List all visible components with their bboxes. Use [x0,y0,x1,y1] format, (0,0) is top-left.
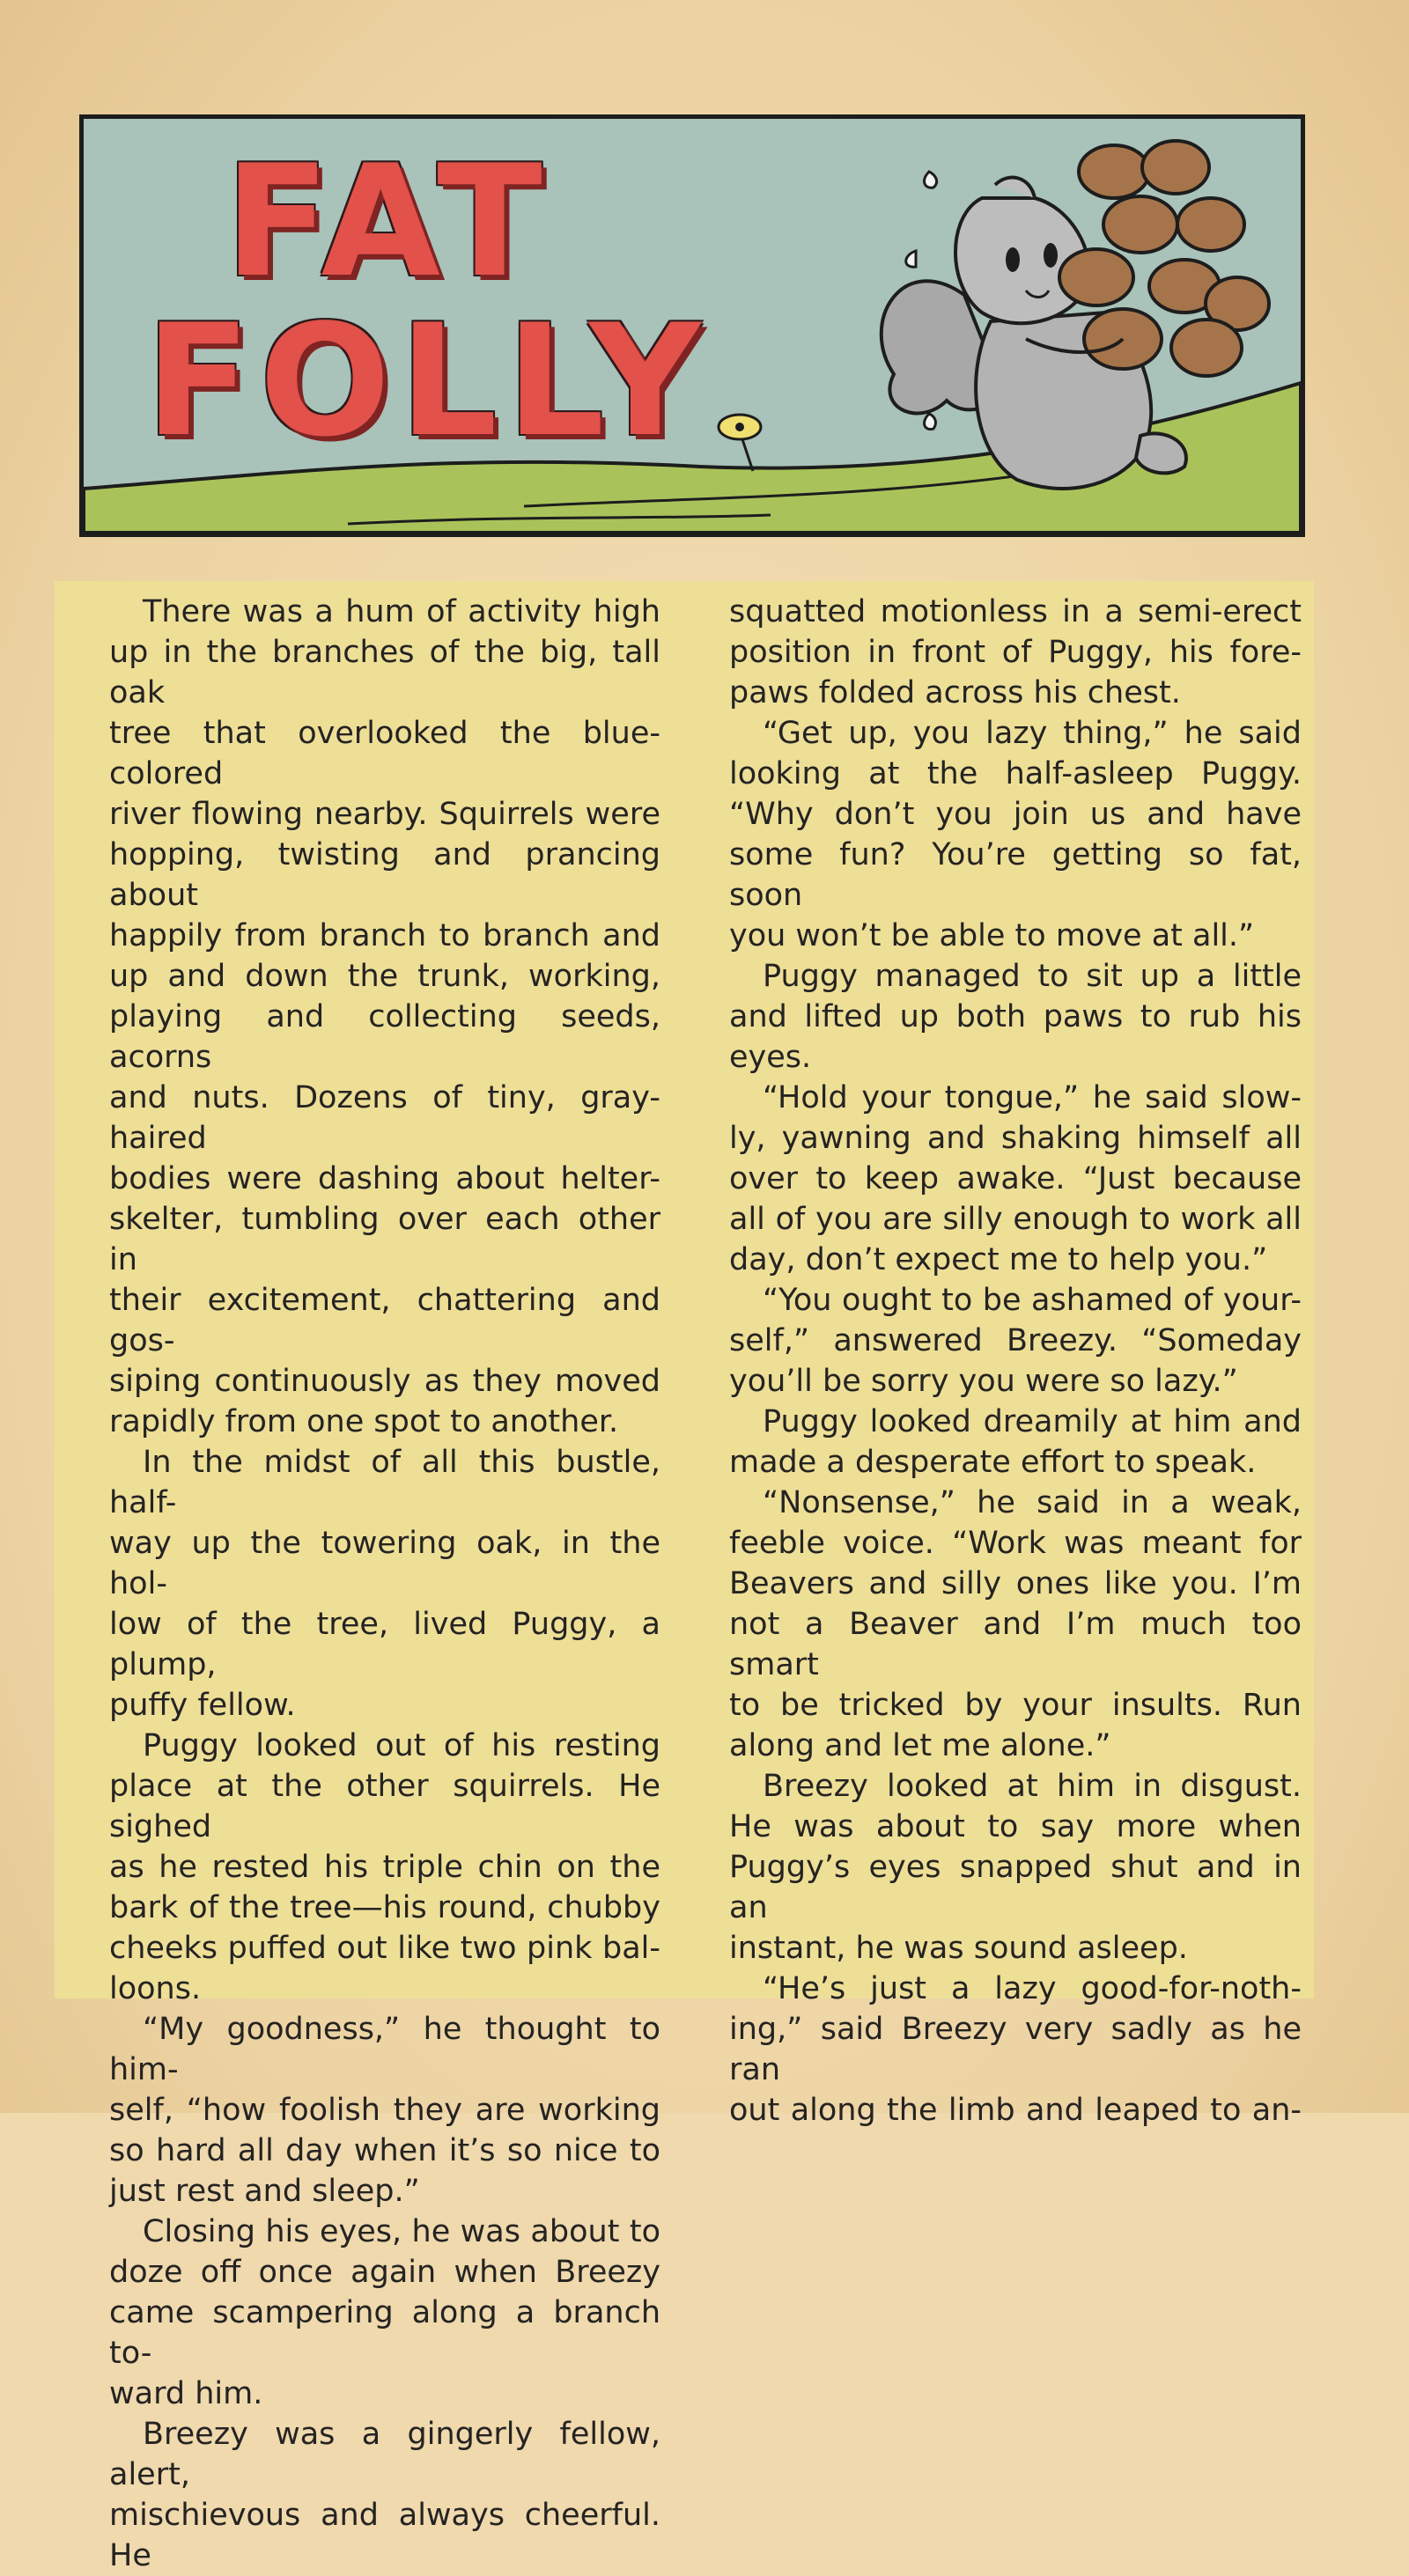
text-line: you’ll be sorry you were so lazy.” [729,1364,1238,1399]
text-line: and lifted up both paws to rub his [729,999,1302,1034]
text-line: feeble voice. “Work was meant for [729,1526,1302,1561]
text-line: all of you are silly enough to work all [729,1202,1302,1237]
text-line: just rest and sleep.” [109,2174,420,2209]
text-line: Breezy was a gingerly fellow, alert, [109,2417,660,2492]
text-line: Puggy looked out of his resting [143,1728,660,1763]
text-line: out along the limb and leaped to an- [729,2093,1302,2128]
text-line: Beavers and silly ones like you. I’m [729,1566,1302,1601]
text-line: ward him. [109,2376,263,2411]
text-line: looking at the half-asleep Puggy. [729,756,1302,791]
title-word-fat: FAT [225,133,551,312]
text-line: Puggy managed to sit up a little [763,959,1302,994]
text-line: self,” answered Breezy. “Someday [729,1323,1302,1358]
story-title [145,133,815,471]
text-line: tree that overlooked the blue-colored [109,716,660,791]
text-line: “My goodness,” he thought to him- [109,2012,660,2087]
text-line: ing,” said Breezy very sadly as he ran [729,2012,1302,2087]
text-line: In the midst of all this bustle, half- [109,1445,660,1520]
text-line: to be tricked by your insults. Run [729,1688,1302,1723]
text-line: some fun? You’re getting so fat, soon [729,837,1302,913]
text-line: puffy fellow. [109,1688,296,1723]
text-line: loons. [109,1971,202,2006]
text-line: position in front of Puggy, his fore- [729,635,1302,670]
text-line: “Get up, you lazy thing,” he said [763,716,1302,751]
text-line: playing and collecting seeds, acorns [109,999,660,1075]
text-line: you won’t be able to move at all.” [729,918,1255,953]
text-line: instant, he was sound asleep. [729,1931,1188,1966]
text-line: There was a hum of activity high [143,594,660,629]
text-line: cheeks puffed out like two pink bal- [109,1931,660,1966]
text-line: paws folded across his chest. [729,675,1181,710]
text-line: over to keep awake. “Just because [729,1161,1302,1196]
text-line: made a desperate effort to speak. [729,1445,1257,1480]
text-line: ly, yawning and shaking himself all [729,1121,1302,1156]
text-line: skelter, tumbling over each other in [109,1202,660,1277]
text-line: river flowing nearby. Squirrels were [109,797,660,832]
text-line: day, don’t expect me to help you.” [729,1242,1268,1277]
text-line: rapidly from one spot to another. [109,1404,619,1439]
text-line: “You ought to be ashamed of your- [763,1283,1302,1318]
text-line: Breezy looked at him in disgust. [763,1769,1302,1804]
text-line: mischievous and always cheerful. He [109,2498,660,2573]
text-line: came scampering along a branch to- [109,2295,660,2371]
text-line: happily from branch to branch and [109,918,660,953]
text-line: and nuts. Dozens of tiny, gray-haired [109,1080,660,1156]
text-line: along and let me alone.” [729,1728,1111,1763]
title-panel [79,114,1305,537]
text-line: way up the towering oak, in the hol- [109,1526,660,1601]
text-line: doze off once again when Breezy [109,2255,660,2290]
text-line: up in the branches of the big, tall oak [109,635,660,710]
text-line: not a Beaver and I’m much too smart [729,1607,1302,1682]
text-line: “Why don’t you join us and have [729,797,1302,832]
text-line: siping continuously as they moved [109,1364,660,1399]
text-line: squatted motionless in a semi-erect [729,594,1302,629]
text-line: eyes. [729,1040,812,1075]
text-line: up and down the trunk, working, [109,959,660,994]
title-word-folly: FOLLY [145,292,710,471]
text-line: Closing his eyes, he was about to [143,2214,660,2249]
text-line: place at the other squirrels. He sighed [109,1769,660,1844]
text-line: as he rested his triple chin on the [109,1850,660,1885]
text-line: so hard all day when it’s so nice to [109,2133,660,2168]
text-line: “He’s just a lazy good-for-noth- [763,1971,1302,2006]
text-line: bodies were dashing about helter- [109,1161,660,1196]
text-line: low of the tree, lived Puggy, a plump, [109,1607,660,1682]
text-line: Puggy’s eyes snapped shut and in an [729,1850,1302,1925]
story-text-block [55,581,1314,2573]
text-line: He was about to say more when [729,1809,1302,1844]
text-line: bark of the tree—his round, chubby [109,1890,660,1925]
text-line: “Hold your tongue,” he said slow- [763,1080,1302,1115]
text-line: “Nonsense,” he said in a weak, [763,1485,1302,1520]
text-line: hopping, twisting and prancing about [109,837,660,913]
text-line: self, “how foolish they are working [109,2093,660,2128]
story-column-right [729,592,1302,2131]
text-line: Puggy looked dreamily at him and [763,1404,1302,1439]
story-column-left [109,592,660,2576]
text-line: their excitement, chattering and gos- [109,1283,660,1358]
